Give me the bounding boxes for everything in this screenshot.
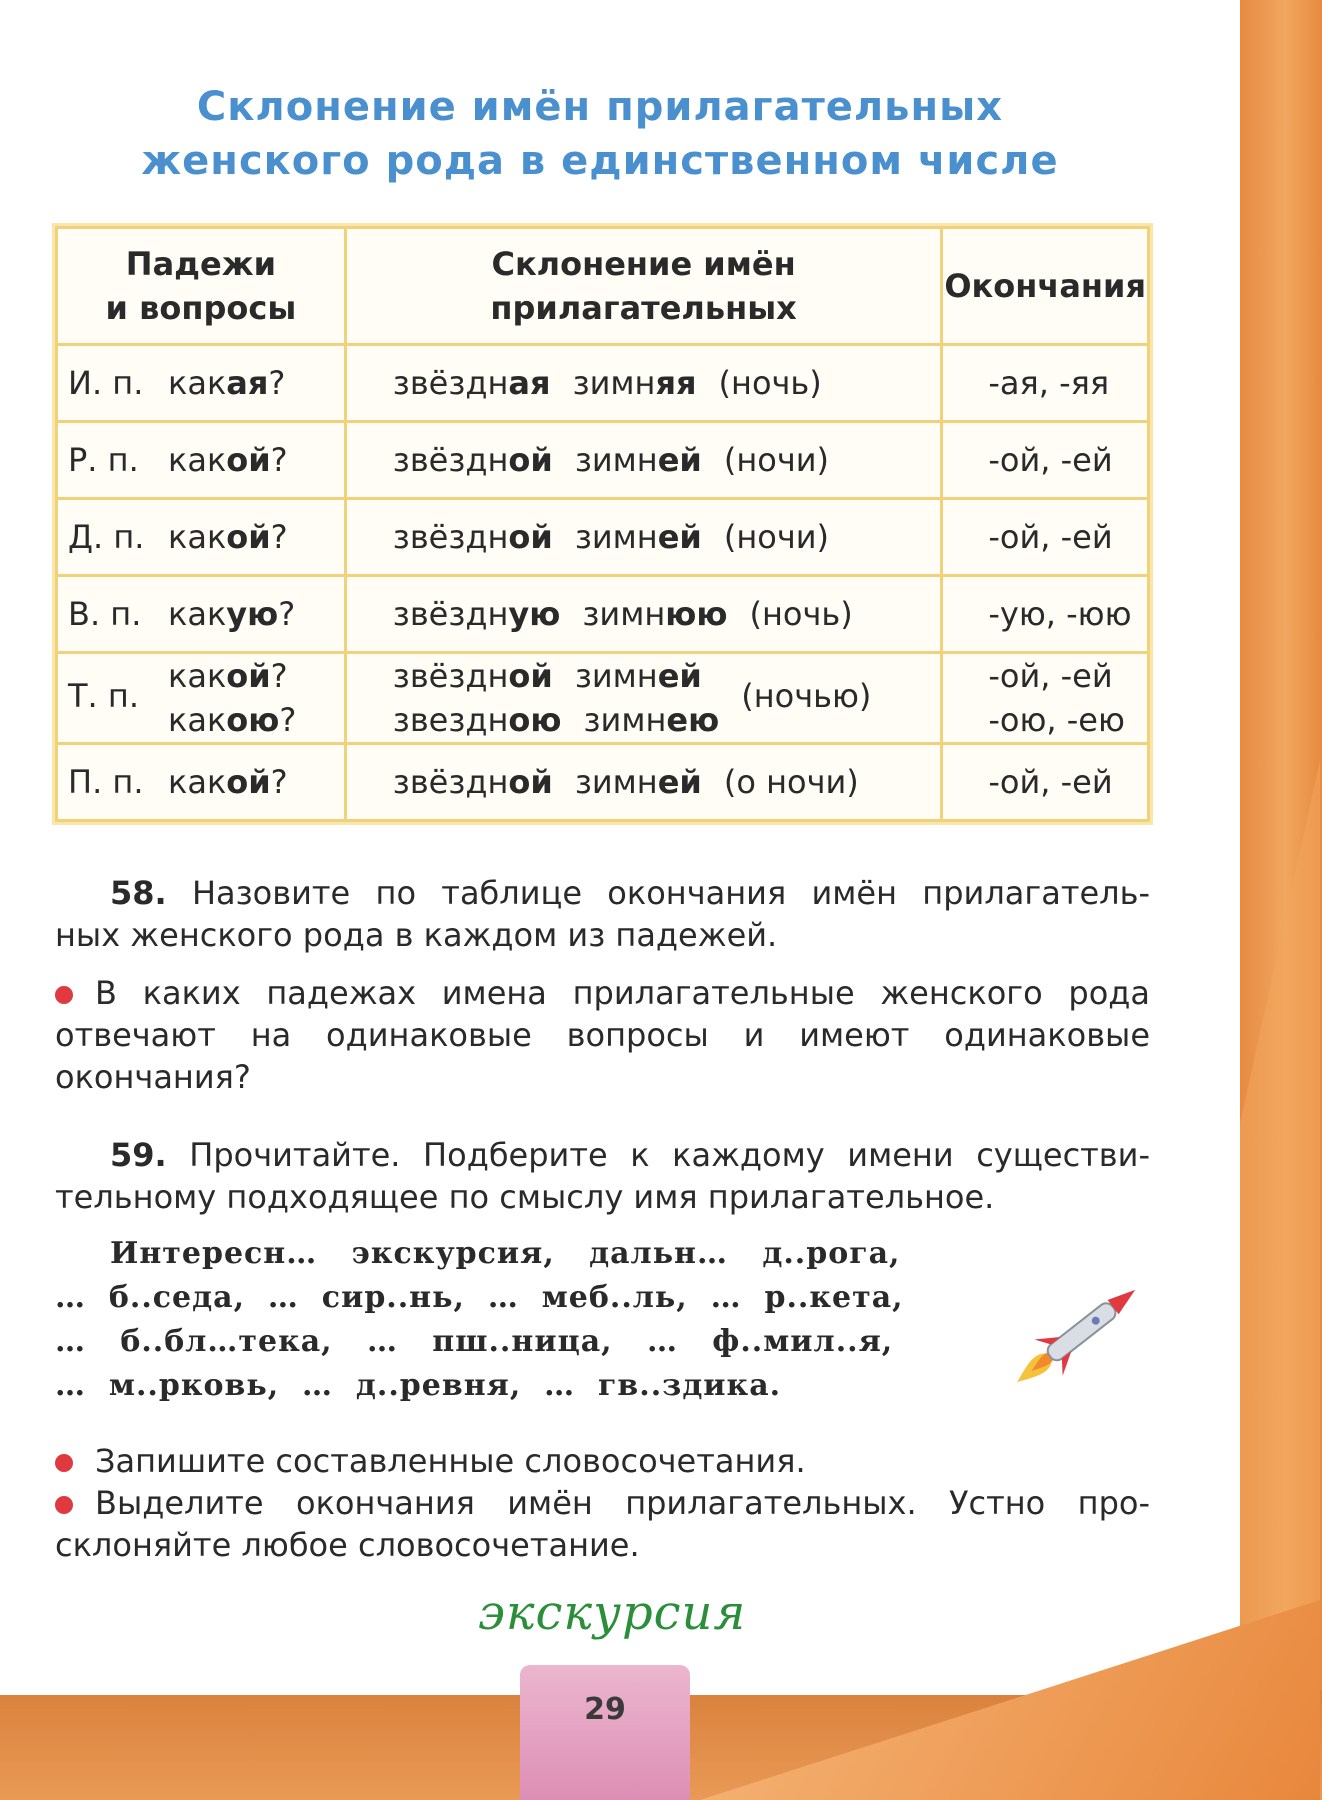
exercise-58-task-line2: отвечают на одинаковые вопросы и имеют одинаковые [55,1016,1150,1054]
adj-ending: ой [508,763,553,801]
exercise-59-line1 [55,1134,1150,1176]
question-stem: как [168,441,227,479]
endings-cell: -ой, -ей [942,744,1149,821]
question-mark: ? [270,657,288,695]
adj-stem: звёздн [392,364,509,402]
question-stem: как [168,657,227,695]
question-mark: ? [278,595,296,633]
adj-stem: звёздн [392,657,509,695]
question-ending: ую [226,595,279,633]
word-list-line1: Интересн… экскурсия, дальн… д..рога, [110,1236,901,1271]
exercise-58-line2: ных женского рода в каждом из падежей. [55,916,778,954]
noun: (ночь) [718,364,822,402]
question-ending: ой [226,763,271,801]
case-cell [57,345,346,422]
endings-cell: -ой, -ей [942,422,1149,499]
adj-ending: ую [508,595,561,633]
header-forms-line1: Склонение имён [491,245,796,283]
forms-cell [345,653,942,744]
case-abbr: В. п. [68,595,142,633]
adj-stem: звёздн [392,518,509,556]
exercise-58-line1 [55,872,1150,914]
adj-ending: ою [508,701,562,739]
adj-stem: зимн [574,763,658,801]
adj-stem: зимн [574,657,658,695]
adj-ending: юю [665,595,728,633]
question-mark: ? [268,364,286,402]
exercise-59-task2-line2: склоняйте любое словосочетание. [55,1526,640,1564]
endings-cell: -ой, -ей [942,499,1149,576]
word-list-line3: … б..бл…тека, … пш..ница, … ф..мил..я, [55,1324,894,1359]
endings-cell: -ая, -яя [942,345,1149,422]
question-mark: ? [270,518,288,556]
exercise-58-task-line3: окончания? [55,1058,251,1096]
question-ending: ой [226,441,271,479]
adj-stem: зимн [583,701,667,739]
header-forms [345,228,942,345]
case-abbr: Т. п. [68,677,139,715]
exercise-number: 58. [110,874,167,912]
question-ending: ой [226,518,271,556]
noun: (ночи) [723,518,829,556]
table-row [57,345,1149,422]
exercise-number: 59. [110,1136,167,1174]
page-number-tab [520,1665,690,1800]
case-abbr: И. п. [68,364,144,402]
forms-cell [345,744,942,821]
task-text: В каких падежах имена прилагательные женского рода [95,974,1150,1012]
case-cell [57,653,346,744]
adj-stem: зимн [574,518,658,556]
adj-stem: звёздн [392,441,509,479]
adj-stem: зимн [574,441,658,479]
page-number: 29 [584,1692,626,1727]
adj-ending: ей [657,441,702,479]
question-stem: как [168,701,227,739]
endings-cell [942,653,1149,744]
question-ending: ой [226,657,271,695]
noun: (ночью) [741,677,872,715]
header-cases [57,228,346,345]
question-mark: ? [279,701,297,739]
header-cases-line2: и вопросы [105,289,297,327]
exercise-text: Прочитайте. Подберите к каждому имени существи- [189,1136,1150,1174]
endings-cell: -ую, -юю [942,576,1149,653]
word-list-line2: … б..седа, … сир..нь, … меб..ль, … р..кета, [55,1280,904,1315]
question-ending: ая [226,364,269,402]
rocket-illustration [1000,1258,1160,1408]
endings-line1: -ой, -ей [988,657,1113,695]
word-list-line4: … м..рковь, … д..ревня, … гв..здика. [55,1368,782,1403]
adj-ending: ей [657,657,702,695]
adj-stem: зимн [582,595,666,633]
question-ending: ою [226,701,280,739]
adj-stem: звездн [392,701,509,739]
vocabulary-word: экскурсия [478,1585,747,1641]
case-cell [57,744,346,821]
adj-stem: звёздн [392,763,509,801]
table-row [57,744,1149,821]
forms-cell [345,499,942,576]
adj-ending: ей [657,763,702,801]
question-stem: как [168,518,227,556]
noun: (о ночи) [723,763,859,801]
case-abbr: Р. п. [68,441,139,479]
forms-cell [345,345,942,422]
task-bullet-icon [55,986,73,1004]
exercise-58-task-line1 [55,972,1150,1014]
case-abbr: Д. п. [68,518,145,556]
question-stem: как [168,364,227,402]
endings-line2: -ою, -ею [988,701,1125,739]
page-title-line2: женского рода в единственном числе [141,138,1059,184]
header-forms-line2: прилагательных [490,289,797,327]
task-bullet-icon [55,1454,73,1472]
noun: (ночь) [749,595,853,633]
exercise-59-line2: тельному подходящее по смыслу имя прилагательное. [55,1178,995,1216]
adj-ending: ой [508,441,553,479]
case-abbr: П. п. [68,763,144,801]
case-cell [57,499,346,576]
adj-ending: ой [508,518,553,556]
adj-stem: звёздн [392,595,509,633]
adj-ending: ею [666,701,720,739]
adj-stem: зимн [572,364,656,402]
table-header-row [57,228,1149,345]
adj-ending: ей [657,518,702,556]
adj-ending: яя [655,364,697,402]
task-text: Выделите окончания имён прилагательных. Устно про- [95,1484,1150,1522]
question-mark: ? [270,763,288,801]
forms-cell [345,422,942,499]
exercise-59-task1 [55,1440,1150,1482]
adj-ending: ая [508,364,551,402]
question-mark: ? [270,441,288,479]
page-title-line1: Склонение имён прилагательных [196,84,1004,130]
header-endings: Окончания [942,228,1149,345]
noun: (ночи) [723,441,829,479]
case-cell [57,422,346,499]
forms-cell [345,576,942,653]
adj-ending: ой [508,657,553,695]
question-stem: как [168,763,227,801]
header-cases-line1: Падежи [125,245,276,283]
table-row [57,422,1149,499]
question-stem: как [168,595,227,633]
declension-table [55,226,1150,822]
table-row [57,653,1149,744]
table-row [57,576,1149,653]
task-bullet-icon [55,1496,73,1514]
case-cell [57,576,346,653]
exercise-text: Назовите по таблице окончания имён прилагатель- [191,874,1151,912]
table-row [57,499,1149,576]
task-text: Запишите составленные словосочетания. [95,1442,806,1480]
exercise-59-task2-line1 [55,1482,1150,1524]
